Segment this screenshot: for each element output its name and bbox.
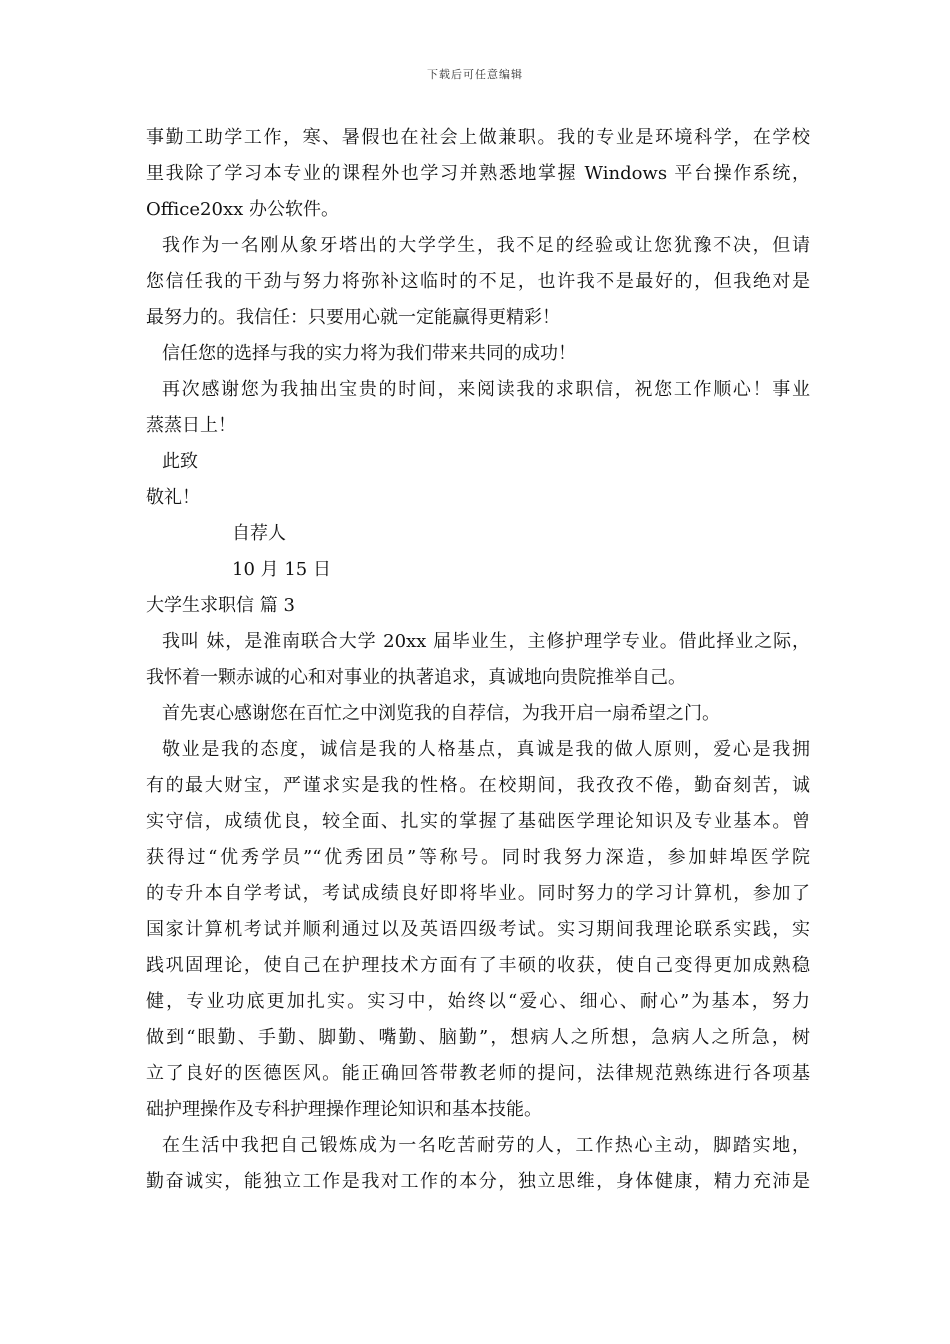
page-header: 下载后可任意编辑	[427, 68, 523, 81]
text-line: 您信任我的干劲与努力将弥补这临时的不足，也许我不是最好的，但我绝对是	[146, 271, 810, 292]
text-line: 我怀着一颗赤诚的心和对事业的执著追求，真诚地向贵院推举自己。	[146, 667, 686, 688]
text-line: 有的最大财宝，严谨求实是我的性格。在校期间，我孜孜不倦，勤奋刻苦，诚	[146, 775, 810, 796]
text-line: 做到“眼勤、手勤、脚勤、嘴勤、脑勤”，想病人之所想，急病人之所急，树	[146, 1027, 810, 1048]
text-line: 国家计算机考试并顺利通过以及英语四级考试。实习期间我理论联系实践，实	[146, 919, 810, 940]
text-line: 自荐人	[232, 523, 286, 544]
text-line: 获得过“优秀学员”“优秀团员”等称号。同时我努力深造，参加蚌埠医学院	[146, 847, 810, 868]
text-line: 大学生求职信 篇 3	[146, 595, 295, 616]
text-line: 我作为一名刚从象牙塔出的大学学生，我不足的经验或让您犹豫不决，但请	[162, 235, 810, 256]
text-line: 10 月 15 日	[232, 559, 331, 580]
text-line: 最努力的。我信任：只要用心就一定能赢得更精彩！	[146, 307, 560, 328]
text-line: 的专升本自学考试，考试成绩良好即将毕业。同时努力的学习计算机，参加了	[146, 883, 810, 904]
text-line: 此致	[162, 451, 198, 472]
text-line: 事勤工助学工作，寒、暑假也在社会上做兼职。我的专业是环境科学，在学校	[146, 127, 810, 148]
text-line: 我叫 妹，是淮南联合大学 20xx 届毕业生，主修护理学专业。借此择业之际，	[162, 631, 810, 652]
text-line: 在生活中我把自己锻炼成为一名吃苦耐劳的人，工作热心主动，脚踏实地，	[162, 1135, 810, 1156]
text-line: 健，专业功底更加扎实。实习中，始终以“爱心、细心、耐心”为基本，努力	[146, 991, 810, 1012]
document-body	[146, 120, 810, 1200]
text-line: 勤奋诚实，能独立工作是我对工作的本分，独立思维，身体健康，精力充沛是	[146, 1171, 810, 1192]
text-line: 敬业是我的态度，诚信是我的人格基点，真诚是我的做人原则，爱心是我拥	[162, 739, 810, 760]
text-line: Office20xx 办公软件。	[146, 199, 339, 220]
text-line: 里我除了学习本专业的课程外也学习并熟悉地掌握 Windows 平台操作系统，	[146, 163, 810, 184]
text-line: 首先衷心感谢您在百忙之中浏览我的自荐信，为我开启一扇希望之门。	[162, 703, 720, 724]
text-line: 立了良好的医德医风。能正确回答带教老师的提问，法律规范熟练进行各项基	[146, 1063, 810, 1084]
text-line: 础护理操作及专科护理操作理论知识和基本技能。	[146, 1099, 542, 1120]
text-line: 信任您的选择与我的实力将为我们带来共同的成功！	[162, 343, 576, 364]
text-line: 践巩固理论，使自己在护理技术方面有了丰硕的收获，使自己变得更加成熟稳	[146, 955, 810, 976]
text-line: 实守信，成绩优良，较全面、扎实的掌握了基础医学理论知识及专业基本。曾	[146, 811, 810, 832]
text-line: 蒸蒸日上！	[146, 415, 236, 436]
text-line: 敬礼！	[146, 487, 200, 508]
text-line: 再次感谢您为我抽出宝贵的时间，来阅读我的求职信，祝您工作顺心！事业	[162, 379, 810, 400]
